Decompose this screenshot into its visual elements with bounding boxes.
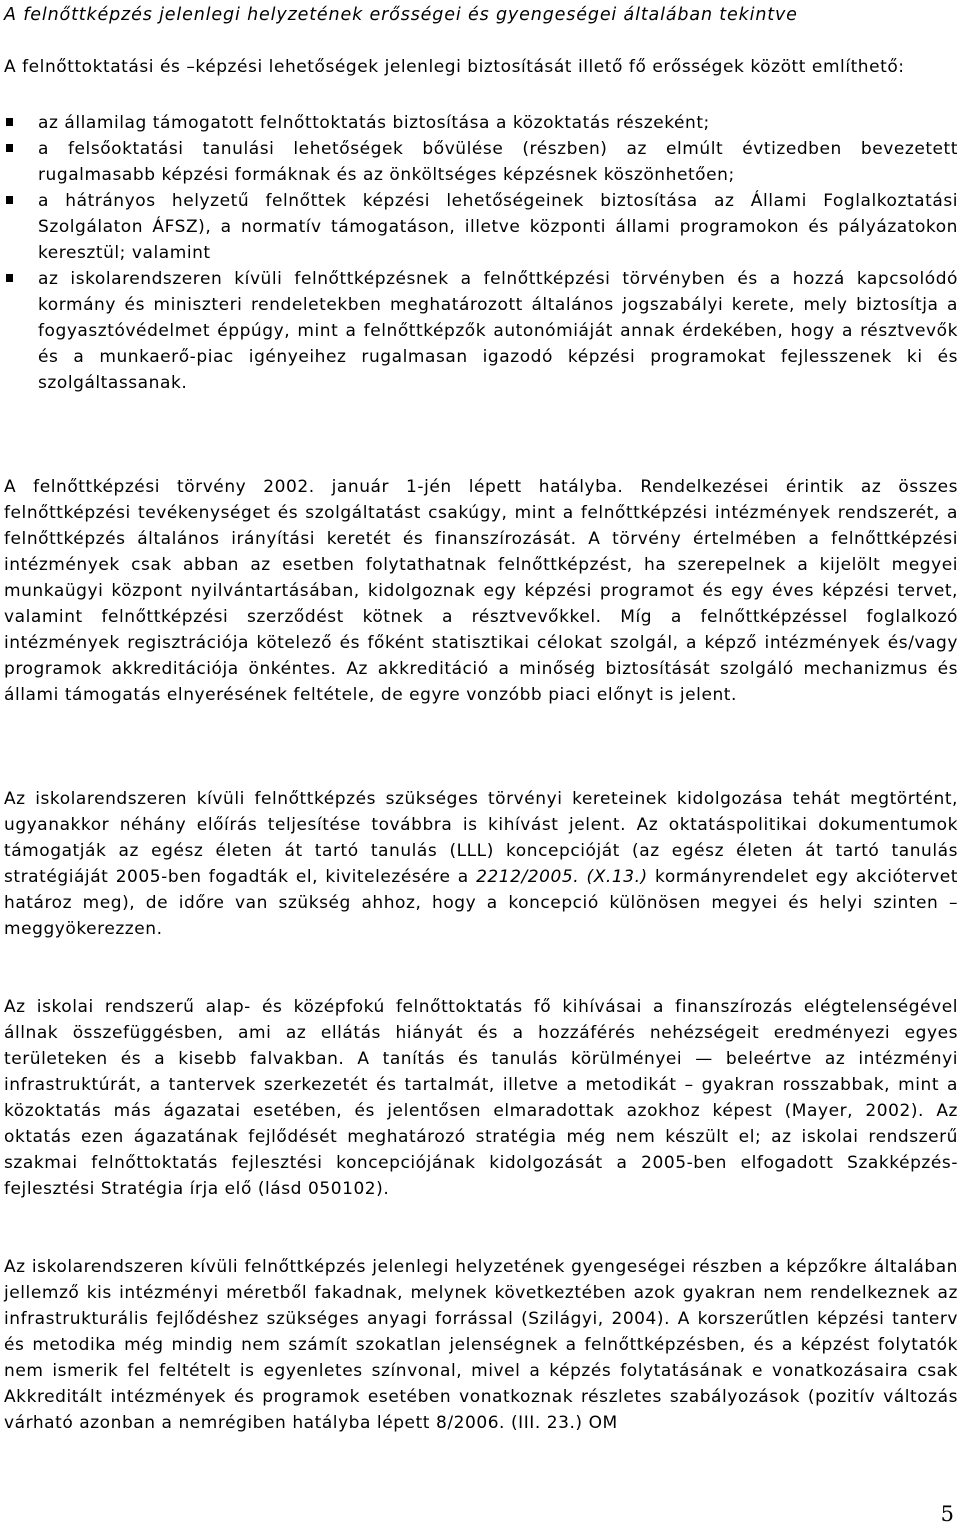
lll-text-before: Az iskolarendszeren kívüli felnőttképzés szükséges törvényi kereteinek kidolgozása tehát megtörtént, ugyanakkor néhány előírás teljesítése továbbra is kihívást jelent. Az oktatáspolitikai dokumentumok támogatják az egész életen át tartó tanulás (LLL) koncepcióját (az egész életen át tartó tanulás stratégiáját 2005-ben fogadták el, kivitelezésére a xyxy=(4,789,958,887)
weakness-paragraph: Az iskolarendszeren kívüli felnőttképzés jelenlegi helyzetének gyengeségei részben a képzőkre általában jellemző kis intézményi méretből fakadnak, melynek következtében azok gyakran nem rendelkeznek az infrastrukturális fejlődéshez szükséges anyagi forrással (Szilágyi, 2004). A korszerűtlen képzési tanterv és metodika még mindig nem számít szokatlan jelenségnek a felnőttképzésben, és a képzést folytatók nem ismerik fel feltételt is egyenletes színvonal, mivel a képzés folytatásának e vonatkozásaira csak Akkreditált intézmények és programok esetében vonatkoznak részletes szabályozások (pozitív változás várható azonban a nemrégiben hatályba lépett 8/2006. (III. 23.) OM xyxy=(4,1257,958,1433)
school-system-paragraph: Az iskolai rendszerű alap- és középfokú felnőttoktatás fő kihívásai a finanszírozás elégtelenségével állnak összefüggésben, ami az ellátás hiányát és a hozzáférés nehézségeit eredményezi egyes területeken és a kisebb falvakban. A tanítás és tanulás körülményei — beleértve az intézményi infrastruktúrát, a tantervek szerkezetét és tartalmát, illetve a metodikát – gyakran rosszabbak, mint a közoktatás más ágazatai esetében, és jelentősen elmaradottak azokhoz képest (Mayer, 2002). Az oktatás ezen ágazatának fejlődését meghatározó stratégia még nem készült el; az iskolai rendszerű szakmai felnőttoktatás fejlesztési koncepciójának kidolgozását a 2005-ben elfogadott Szakképzés-fejlesztési Stratégia írja elő (lásd 050102). xyxy=(4,997,958,1199)
list-item xyxy=(4,266,958,396)
list-item xyxy=(4,110,958,136)
intro-paragraph: A felnőttoktatási és –képzési lehetőségek jelenlegi biztosítását illető fő erősségek között említhető: xyxy=(4,57,905,77)
list-item xyxy=(4,136,958,188)
list-item xyxy=(4,188,958,266)
list-item-text: az államilag támogatott felnőttoktatás biztosítása a közoktatás részeként; xyxy=(38,113,710,133)
section-title: A felnőttképzés jelenlegi helyzetének erősségei és gyengeségei általában tekintve xyxy=(4,5,798,25)
list-item-text: a hátrányos helyzetű felnőttek képzési lehetőségeinek biztosítása az Állami Foglalkoztatási Szolgálaton ÁFSZ), a normatív támogatáson, illetve központi állami programokon és pályázatokon keresztül; valamint xyxy=(38,191,958,263)
list-item-text: az iskolarendszeren kívüli felnőttképzésnek a felnőttképzési törvényben és a hozzá kapcsolódó kormány és miniszteri rendeletekben meghatározott általános jogszabályi kerete, mely biztosítja a fogyasztóvédelmet éppúgy, mint a felnőttképzők autonómiáját annak érdekében, hogy a résztvevők és a munkaerő-piac igényeihez rugalmasan igazodó képzési programokat fejlesszenek ki és szolgáltassanak. xyxy=(38,269,958,393)
page-number: 5 xyxy=(940,1502,954,1526)
list-item-text: a felsőoktatási tanulási lehetőségek bővülése (részben) az elmúlt évtizedben bevezetett rugalmasabb képzési formáknak és az önköltséges képzésnek köszönhetően; xyxy=(38,139,958,185)
lll-paragraph xyxy=(4,786,958,942)
law-paragraph: A felnőttképzési törvény 2002. január 1-jén lépett hatályba. Rendelkezései érintik az összes felnőttképzési tevékenységet és szolgáltatást csakúgy, mint a felnőttképzési intézmények rendszerét, a felnőttképzés általános irányítási keretét és finanszírozását. A törvény értelmében a felnőttképzési intézmények csak abban az esetben folytathatnak felnőttképzést, ha szerepelnek a kijelölt megyei munkaügyi központ nyilvántartásában, kidolgoznak egy képzési programot és egy éves képzési tervet, valamint felnőttképzési szerződést kötnek a résztvevőkkel. Míg a felnőttképzéssel foglalkozó intézmények regisztrációja kötelező és főként statisztikai célokat szolgál, a képző intézmények és/vagy programok akkreditációja önkéntes. Az akkreditáció a minőség biztosítását szolgáló mechanizmus és állami támogatás elnyerésének feltétele, de egyre vonzóbb piaci előnyt is jelent. xyxy=(4,477,958,705)
decree-reference: 2212/2005. (X.13.) xyxy=(476,867,648,887)
square-bullet-icon xyxy=(6,118,13,126)
square-bullet-icon xyxy=(6,196,13,204)
lll-text-after: kormányrendelet egy akciótervet határoz meg), de időre van szükség ahhoz, hogy a koncepció különösen megyei és helyi szinten – meggyökerezzen. xyxy=(4,867,959,939)
square-bullet-icon xyxy=(6,274,13,282)
strengths-list xyxy=(4,110,958,396)
square-bullet-icon xyxy=(6,144,13,152)
